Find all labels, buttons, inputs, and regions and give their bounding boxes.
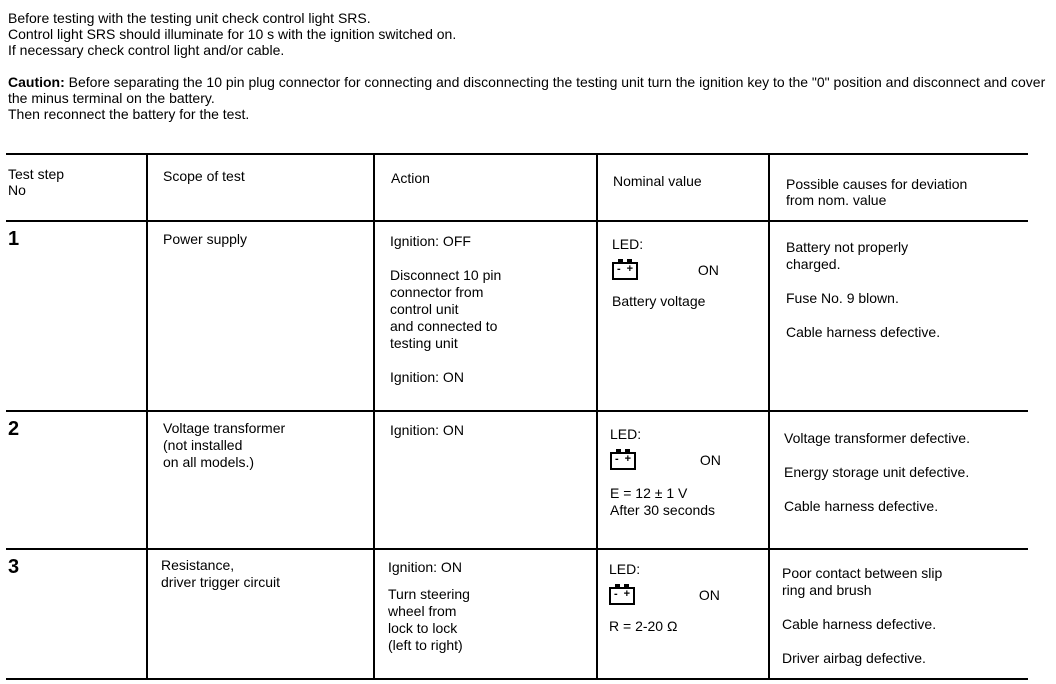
action-line: wheel from [388,603,457,619]
led-state: ON [697,262,719,278]
scope-line: Resistance, [161,557,235,573]
step-number: 3 [8,556,20,578]
action-line: Ignition: ON [390,369,464,385]
scope-line: Voltage transformer [163,420,286,436]
cause-line: ring and brush [782,582,872,598]
nominal-cell [609,561,720,635]
intro-line: Control light SRS should illuminate for 10 s with the ignition switched on. [8,26,457,42]
battery-icon: - + [610,452,636,470]
cause-line: Voltage transformer defective. [784,430,970,446]
scope-cell [163,420,285,471]
scope-line: on all models.) [163,454,255,470]
causes-cell [784,430,970,515]
action-cell [390,233,501,386]
battery-icon: - + [609,587,635,605]
scope-cell: Power supply [163,231,248,247]
nominal-note: Battery voltage [612,293,706,309]
led-label: LED: [612,236,644,252]
cause-line: Cable harness defective. [782,616,937,632]
scope-line: (not installed [163,437,243,453]
column-divider [373,155,375,678]
header-action: Action [391,170,430,186]
table-top-rule [6,153,1028,155]
caution-text: Before separating the 10 pin plug connector for connecting and disconnecting the testing unit turn the ignition key to the "0" position and disconnect and cover the minus terminal on the battery. [8,74,1046,106]
table-bottom-rule [6,678,1028,680]
cause-line: Cable harness defective. [784,498,939,514]
column-divider [596,155,598,678]
column-divider [146,155,148,678]
reconnect-line: Then reconnect the battery for the test. [8,106,250,122]
action-line: connector from [390,284,484,300]
step-number: 2 [8,418,20,440]
caution-label: Caution: [8,74,65,90]
action-cell [388,559,470,654]
header-nominal: Nominal value [613,173,702,189]
causes-cell [782,565,942,667]
action-line: lock to lock [388,620,458,636]
nominal-cell [612,236,719,310]
led-state: ON [698,587,720,603]
cause-line: Driver airbag defective. [782,650,926,666]
nominal-note: E = 12 ± 1 V [610,485,688,501]
header-scope: Scope of test [163,168,245,184]
scope-cell [161,557,280,591]
intro-line: Before testing with the testing unit check control light SRS. [8,10,371,26]
header-rule [6,220,1028,222]
header-test-step [8,166,64,198]
nominal-cell [610,426,721,519]
action-line: testing unit [390,335,458,351]
action-line: Disconnect 10 pin [390,267,502,283]
action-line: Ignition: ON [388,559,462,575]
action-line: Ignition: OFF [390,233,471,249]
causes-cell [786,239,940,341]
header-text: No [8,182,26,198]
header-text: from nom. value [786,192,887,208]
row-divider [6,410,1028,412]
led-label: LED: [610,426,642,442]
header-text: Test step [8,166,65,182]
column-divider [768,155,770,678]
cause-line: charged. [786,256,841,272]
battery-icon: - + [612,262,638,280]
action-line: and connected to [390,318,498,334]
action-cell: Ignition: ON [390,422,464,438]
step-number: 1 [8,228,20,250]
cause-line: Cable harness defective. [786,324,941,340]
row-divider [6,548,1028,550]
intro-line: If necessary check control light and/or cable. [8,42,285,58]
cause-line: Poor contact between slip [782,565,943,581]
action-line: Turn steering [388,586,470,602]
led-label: LED: [609,561,641,577]
cause-line: Battery not properly [786,239,909,255]
cause-line: Energy storage unit defective. [784,464,970,480]
nominal-note: After 30 seconds [610,502,716,518]
led-state: ON [699,452,721,468]
header-causes [786,176,967,208]
action-line: (left to right) [388,637,463,653]
nominal-note: R = 2-20 Ω [609,618,678,634]
header-text: Possible causes for deviation [786,176,968,192]
intro-block [8,10,1048,122]
cause-line: Fuse No. 9 blown. [786,290,899,306]
scope-line: driver trigger circuit [161,574,281,590]
caution-paragraph [8,74,1048,106]
action-line: control unit [390,301,459,317]
